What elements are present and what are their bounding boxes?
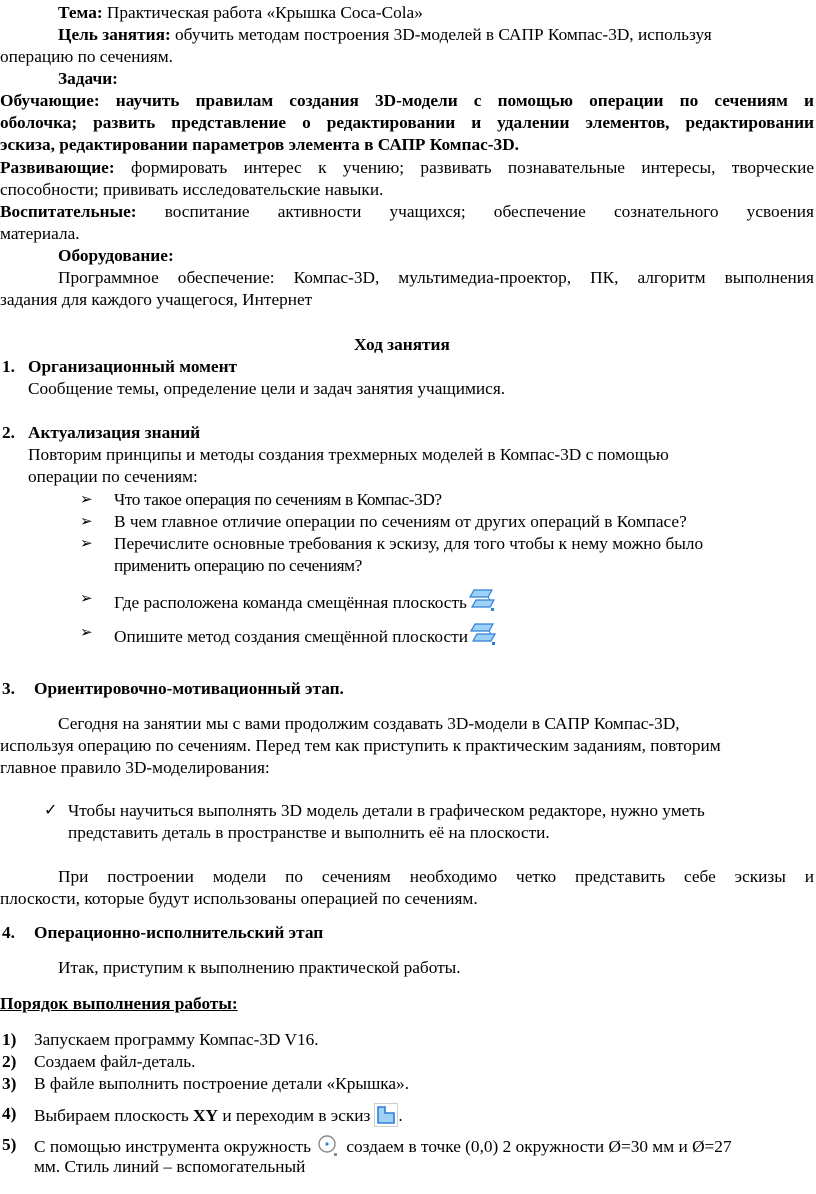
sketch-icon (374, 1103, 398, 1134)
section-4-text: Итак, приступим к выполнению практической работы. (58, 958, 461, 977)
offset-plane-icon (469, 622, 497, 653)
step-3-text: В файле выполнить построение детали «Крышка». (34, 1074, 410, 1093)
upb-line-1: Воспитательные: воспитание активности учащихся; обеспечение сознательного усвоения (0, 202, 814, 221)
section-2-title: Актуализация знаний (28, 423, 201, 442)
course-title: Ход занятия (354, 335, 450, 354)
section-3-p1-line-2: используя операцию по сечениям. Перед тем как приступить к практическим заданиям, повторим (0, 736, 721, 755)
section-1-title: Организационный момент (28, 357, 238, 376)
question-3-line-2: применить операцию по сечениям? (114, 556, 362, 575)
step-3-number: 3) (2, 1074, 17, 1093)
bullet-arrow-icon: ➢ (80, 591, 93, 607)
dev-line-2: способности; прививать исследовательские навыки. (0, 180, 384, 199)
step-4-text: Выбираем плоскость XY и переходим в эскиз . (34, 1103, 403, 1134)
procedure-title: Порядок выполнения работы: (0, 994, 238, 1013)
section-3-rule-line-1: Чтобы научиться выполнять 3D модель детали в графическом редакторе, нужно уметь (68, 801, 705, 820)
section-1-number: 1. (2, 357, 15, 376)
equip-heading: Оборудование: (58, 246, 174, 265)
bullet-arrow-icon: ➢ (80, 492, 93, 508)
section-3-p2-line-1: При построении модели по сечениям необходимо четко представить себе эскизы и (58, 867, 814, 886)
section-4-number: 4. (2, 923, 15, 942)
section-4-title: Операционно-исполнительский этап (34, 923, 324, 942)
plane-xy-label: XY (193, 1106, 219, 1125)
section-3-p1-line-1: Сегодня на занятии мы с вами продолжим создавать 3D-модели в САПР Компас-3D, (58, 714, 680, 733)
check-icon: ✓ (44, 802, 58, 819)
topic-line (58, 2, 423, 25)
question-2: В чем главное отличие операции по сечениям от других операций в Компасе? (114, 512, 687, 531)
question-3-line-1: Перечислите основные требования к эскизу, для того чтобы к нему можно было (114, 534, 704, 553)
question-4: Где расположена команда смещённая плоскость (114, 588, 496, 619)
circle-tool-icon (317, 1134, 339, 1165)
dev-label: Развивающие: (0, 158, 115, 177)
tasks-heading: Задачи: (58, 69, 118, 88)
goal-label: Цель занятия: (58, 25, 171, 44)
section-2-number: 2. (2, 423, 15, 442)
section-1-text: Сообщение темы, определение цели и задач занятия учащимися. (28, 379, 506, 398)
step-5-number: 5) (2, 1135, 17, 1154)
edu-line-1: Обучающие: научить правилам создания 3D-модели с помощью операции по сечениям и (0, 91, 814, 110)
section-2-text-1: Повторим принципы и методы создания трехмерных моделей в Компас-3D с помощью (28, 445, 669, 464)
goal-line (58, 24, 712, 47)
section-3-title: Ориентировочно-мотивационный этап. (34, 679, 344, 698)
section-2-text-2: операции по сечениям: (28, 467, 198, 486)
step-4-number: 4) (2, 1104, 17, 1123)
step-5-text-line-1: С помощью инструмента окружность создаем в точке (0,0) 2 окружности Ø=30 мм и Ø=27 (34, 1134, 732, 1165)
edu-line-3: эскиза, редактировании параметров элемента в САПР Компас-3D. (0, 135, 520, 154)
bullet-arrow-icon: ➢ (80, 536, 93, 552)
bullet-arrow-icon: ➢ (80, 625, 93, 641)
section-3-rule-line-2: представить деталь в пространстве и выполнить её на плоскости. (68, 823, 550, 842)
section-3-number: 3. (2, 679, 15, 698)
edu-line-2: оболочка; развить представление о редактировании и удалении элементов, редактировании (0, 113, 814, 132)
question-5: Опишите метод создания смещённой плоскости (114, 622, 497, 653)
step-2-number: 2) (2, 1052, 17, 1071)
topic-value: Практическая работа «Крышка Coca-Cola» (102, 3, 423, 22)
upb-label: Воспитательные: (0, 202, 137, 221)
upb-line-2: материала. (0, 224, 80, 243)
question-1: Что такое операция по сечениям в Компас-3D? (114, 490, 442, 509)
step-2-text: Создаем файл-деталь. (34, 1052, 196, 1071)
goal-line-2: операцию по сечениям. (0, 47, 173, 66)
section-3-p1-line-3: главное правило 3D-моделирования: (0, 758, 270, 777)
offset-plane-icon (468, 588, 496, 619)
section-3-p2-line-2: плоскости, которые будут использованы операцией по сечениям. (0, 889, 478, 908)
equip-line-2: задания для каждого учащегося, Интернет (0, 290, 313, 309)
bullet-arrow-icon: ➢ (80, 514, 93, 530)
dev-line-1: Развивающие: формировать интерес к учению; развивать познавательные интересы, творческие (0, 158, 814, 177)
topic-label: Тема: (58, 3, 103, 22)
goal-value: обучить методам построения 3D-моделей в САПР Компас-3D, используя (170, 25, 712, 44)
step-1-text: Запускаем программу Компас-3D V16. (34, 1030, 319, 1049)
step-1-number: 1) (2, 1030, 17, 1049)
equip-line-1: Программное обеспечение: Компас-3D, мультимедиа-проектор, ПК, алгоритм выполнения (58, 268, 814, 287)
step-5-text-line-2: мм. Стиль линий – вспомогательный (34, 1157, 306, 1176)
